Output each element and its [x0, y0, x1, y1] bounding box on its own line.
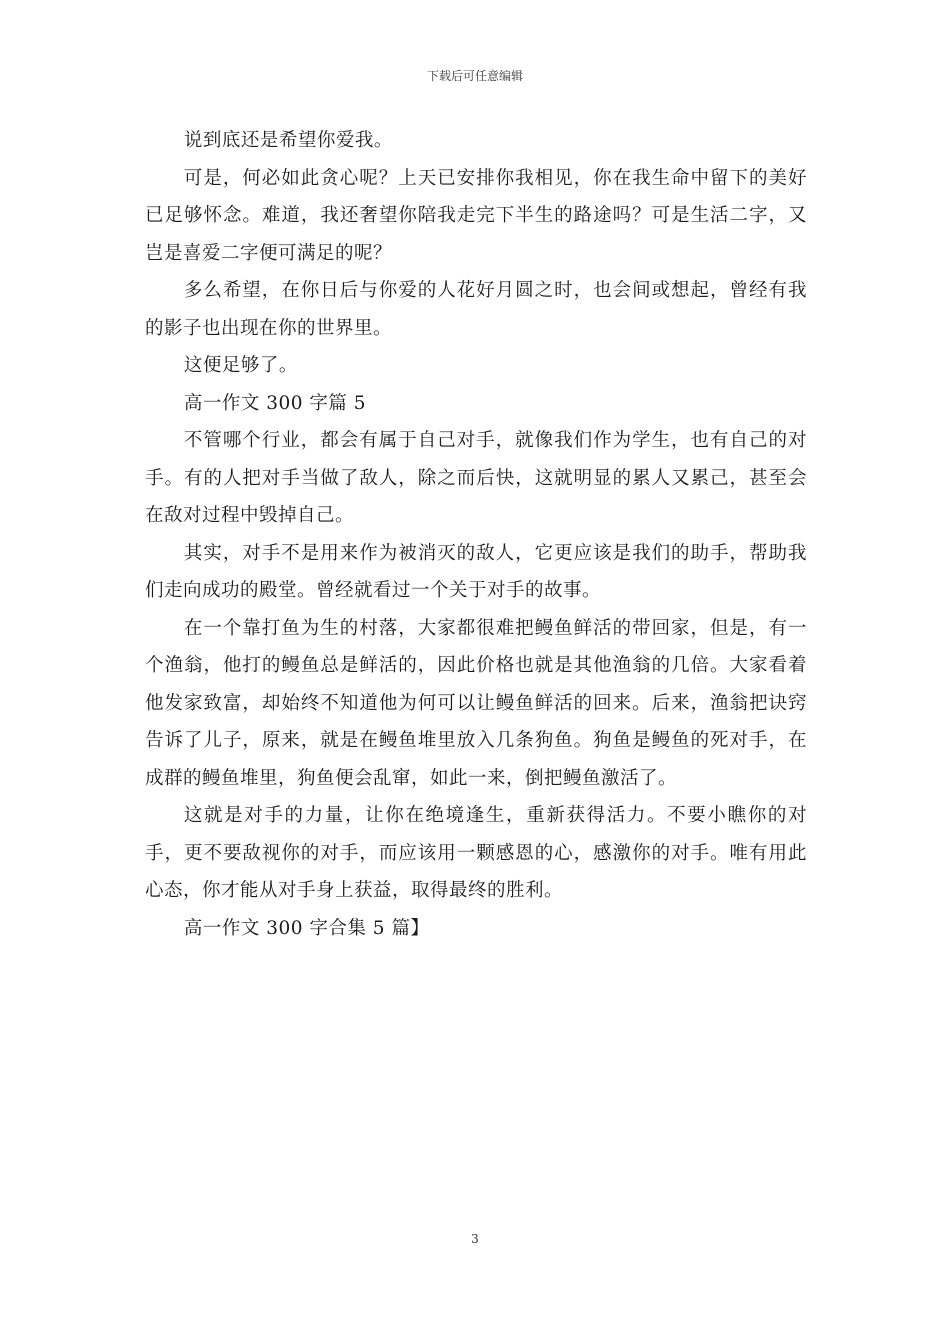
paragraph: 这就是对手的力量，让你在绝境逢生，重新获得活力。不要小瞧你的对手，更不要敌视你的对手，而应该用一颗感恩的心，感激你的对手。唯有用此心态，你才能从对手身上获益，取得最终的胜利。 — [145, 805, 807, 901]
page-number: 3 — [471, 1232, 479, 1246]
closing-line: 高一作文 300 字合集 5 篇】 — [183, 917, 430, 939]
paragraph: 可是，何必如此贪心呢？上天已安排你我相见，你在我生命中留下的美好已足够怀念。难道，我还奢望你陪我走完下半生的路途吗？可是生活二字，又岂是喜爱二字便可满足的呢？ — [145, 167, 807, 264]
paragraph: 其实，对手不是用来作为被消灭的敌人，它更应该是我们的助手，帮助我们走向成功的殿堂。曾经就看过一个关于对手的故事。 — [145, 542, 807, 601]
section-heading: 高一作文 300 字篇 5 — [183, 392, 367, 414]
paragraph: 多么希望，在你日后与你爱的人花好月圆之时，也会间或想起，曾经有我的影子也出现在你的世界里。 — [145, 280, 807, 339]
paragraph: 说到底还是希望你爱我。 — [183, 130, 393, 151]
paragraph: 在一个靠打鱼为生的村落，大家都很难把鳗鱼鲜活的带回家，但是，有一个渔翁，他打的鳗鱼总是鲜活的，因此价格也就是其他渔翁的几倍。大家看着他发家致富，却始终不知道他为何可以让鳗鱼鲜活的回来。后来，渔翁把诀窍告诉了儿子，原来，就是在鳗鱼堆里放入几条狗鱼。狗鱼是鳗鱼的死对手，在成群的鳗鱼堆里，狗鱼便会乱窜，如此一来，倒把鳗鱼激活了。 — [145, 617, 807, 789]
paragraph: 不管哪个行业，都会有属于自己对手，就像我们作为学生，也有自己的对手。有的人把对手当做了敌人，除之而后快，这就明显的累人又累己，甚至会在敌对过程中毁掉自己。 — [145, 430, 807, 526]
document-body — [145, 122, 807, 947]
paragraph: 这便足够了。 — [183, 355, 298, 376]
page-header: 下载后可任意编辑 — [426, 69, 523, 83]
